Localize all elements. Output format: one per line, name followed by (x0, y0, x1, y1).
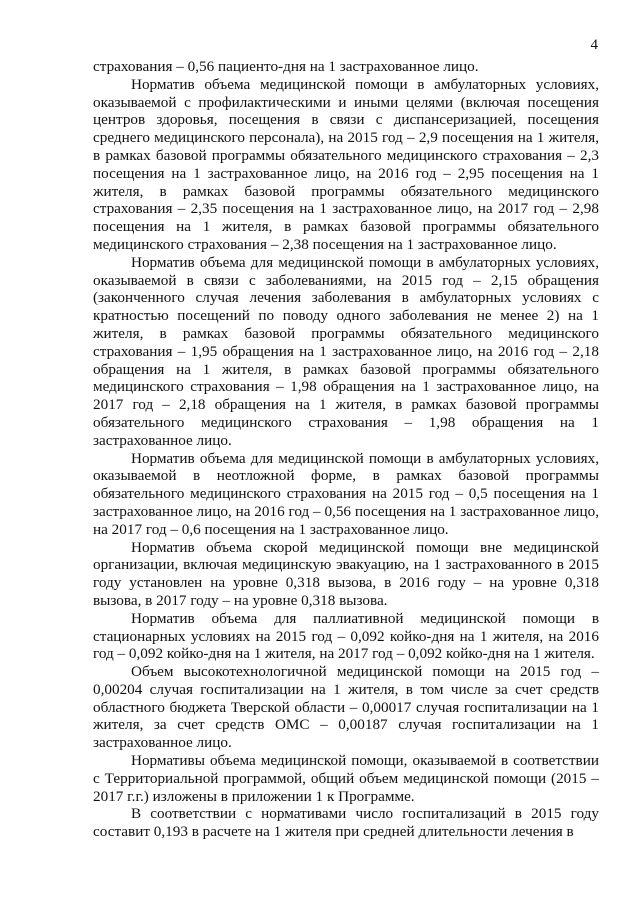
paragraph-outpatient-preventive: Норматив объема медицинской помощи в амбулаторных условиях, оказываемой с профилактическими и иными целями (включая посещения центров здоровья, посещения в связи с диспансеризацией, посещения среднего медицинского персонала), на 2015 год – 2,9 посещения на 1 жителя, в рамках базовой программы обязательного медицинского страхования – 2,3 посещения на 1 застрахованное лицо, на 2016 год – 2,95 посещения на 1 жителя, в рамках базовой программы обязательного медицинского страхования – 2,35 посещения на 1 застрахованное лицо, на 2017 год – 2,98 посещения на 1 жителя, в рамках базовой программы обязательного медицинского страхования – 2,38 посещения на 1 застрахованное лицо. (93, 75, 599, 253)
paragraph-outpatient-urgent: Норматив объема для медицинской помощи в амбулаторных условиях, оказываемой в неотложной форме, в рамках базовой программы обязательного медицинского страхования на 2015 год – 0,5 посещения на 1 застрахованное лицо, на 2016 год – 0,56 посещения на 1 застрахованное лицо, на 2017 год – 0,6 посещения на 1 застрахованное лицо. (93, 449, 599, 538)
document-body (93, 58, 599, 841)
paragraph-emergency-care: Норматив объема скорой медицинской помощи вне медицинской организации, включая медицинскую эвакуацию, на 1 застрахованного в 2015 году установлен на уровне 0,318 вызова, в 2016 году – на уровне 0,318 вызова, в 2017 году – на уровне 0,318 вызова. (93, 538, 599, 609)
paragraph-outpatient-disease: Норматив объема для медицинской помощи в амбулаторных условиях, оказываемой в связи с заболеваниями, на 2015 год – 2,15 обращения (законченного случая лечения заболевания в амбулаторных условиях с кратностью посещений по поводу одного заболевания не менее 2) на 1 жителя, в рамках базовой программы обязательного медицинского страхования – 1,95 обращения на 1 застрахованное лицо, на 2016 год – 2,18 обращения на 1 жителя, в рамках базовой программы обязательного медицинского страхования – 1,98 обращения на 1 застрахованное лицо, на 2017 год – 2,18 обращения на 1 жителя, в рамках базовой программы обязательного медицинского страхования – 1,98 обращения на 1 застрахованное лицо. (93, 253, 599, 449)
paragraph-continuation: страхования – 0,56 пациенто-дня на 1 застрахованное лицо. (93, 58, 479, 75)
paragraph-palliative-care: Норматив объема для паллиативной медицинской помощи в стационарных условиях на 2015 год – 0,092 койко-дня на 1 жителя, на 2016 год – 0,092 койко-дня на 1 жителя, на 2017 год – 0,092 койко-дня на 1 жителя. (93, 609, 599, 663)
paragraph-volume-norms: Нормативы объема медицинской помощи, оказываемой в соответствии с Территориальной программой, общий объем медицинской помощи (2015 – 2017 г.г.) изложены в приложении 1 к Программе. (93, 752, 599, 805)
paragraph-high-tech-care: Объем высокотехнологичной медицинской помощи на 2015 год – 0,00204 случая госпитализации на 1 жителя, в том числе за счет средств областного бюджета Тверской области – 0,00017 случая госпитализации на 1 жителя, за счет средств ОМС – 0,00187 случая госпитализации на 1 застрахованное лицо. (93, 663, 599, 752)
paragraph-hospitalizations: В соответствии с нормативами число госпитализаций в 2015 году составит 0,193 в расчете на 1 жителя при средней длительности лечения в (93, 805, 599, 841)
page-number: 4 (590, 37, 598, 53)
